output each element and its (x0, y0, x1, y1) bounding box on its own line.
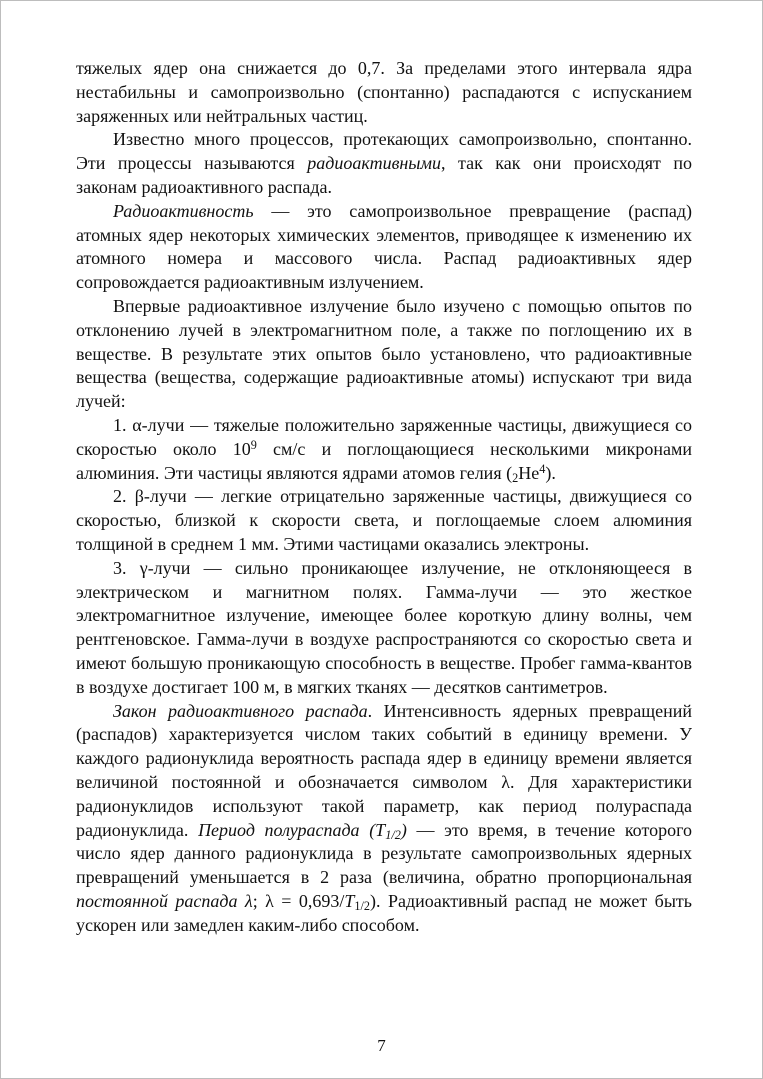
text-run: 4 (539, 462, 546, 477)
text-run: радиоактивными (307, 153, 441, 174)
text-run: 2. β-лучи — легкие отрицательно заряженные частицы, движущиеся со скоростью, близкой к скорости света, и поглощаемые слоем алюминия толщиной в среднем 1 мм. Этими частицами оказались электроны. (76, 486, 692, 554)
page-number: 7 (377, 1036, 386, 1055)
text-run: ; λ = 0,693/ (252, 890, 345, 911)
text-run: тяжелых ядер она снижается до 0,7. За пределами этого интервала ядра нестабильны и самопроизвольно (спонтанно) распадаются с испусканием заряженных или нейтральных частиц. (76, 58, 692, 126)
page-body (76, 57, 692, 937)
text-run: ) (400, 819, 407, 840)
paragraph (76, 414, 692, 485)
text-run: — это время, в течение которого число ядер данного радионуклида в результате самопроизвольных ядерных превращений уменьшается в 2 раза (величина, обратно пропорциональная (76, 819, 693, 888)
text-run: Радиоактивность (113, 200, 254, 221)
text-run: постоянной распада λ (76, 890, 253, 911)
text-run: He (518, 462, 540, 483)
paragraph (76, 295, 692, 414)
text-run: 1/2 (354, 899, 371, 914)
paragraph (76, 700, 692, 938)
paragraph (76, 485, 692, 556)
text-run: Закон радиоактивного распада (113, 700, 368, 721)
text-run: . Интенсивность ядерных превращений (распадов) характеризуется числом таких событий в единицу времени. У каждого радионуклида вероятность распада ядер в единицу времени является величиной постоянной и обозначается символом λ. Для характеристики радионуклидов используют такой параметр, как период полураспада радионуклида. (76, 700, 692, 840)
text-run: ). (545, 462, 556, 483)
paragraph (76, 557, 692, 700)
text-run: 1. α-лучи — тяжелые положительно заряженные частицы, движущиеся со скоростью около 10 (76, 414, 692, 459)
text-run: ). Радиоактивный распад не может быть ускорен или замедлен каким-либо способом. (76, 890, 692, 935)
text-run: Известно много процессов, протекающих самопроизвольно, спонтанно. Эти процессы называются (76, 129, 692, 174)
text-run: 9 (250, 438, 257, 453)
text-run: см/с и поглощающиеся несколькими микронами алюминия. Эти частицы являются ядрами атомов гелия ( (76, 438, 692, 483)
text-run: Период полураспада (Т (198, 819, 386, 840)
text-run: Т (344, 890, 355, 911)
text-run: Впервые радиоактивное излучение было изучено с помощью опытов по отклонению лучей в электромагнитном поле, а также по поглощению их в веществе. В результате этих опытов было установлено, что радиоактивные вещества (вещества, содержащие радиоактивные атомы) испускают три вида лучей: (76, 295, 692, 412)
text-run: 3. γ-лучи — сильно проникающее излучение, не отклоняющееся в электрическом и магнитном полях. Гамма-лучи — это жесткое электромагнитное излучение, имеющее более короткую длину волны, чем рентгеновское. Гамма-лучи в воздухе распространяются со скоростью света и имеют большую проникающую способность в веществе. Пробег гамма-квантов в воздухе достигает 100 м, в мягких тканях — десятков сантиметров. (76, 557, 692, 697)
paragraph (76, 200, 692, 295)
text-run: 2 (512, 470, 519, 485)
paragraph (76, 57, 692, 128)
paragraph (76, 128, 692, 199)
text-run: — это самопроизвольное превращение (распад) атомных ядер некоторых химических элементов, приводящее к изменению их атомного номера и массового числа. Распад радиоактивных ядер сопровождается радиоактивным излучением. (76, 200, 692, 293)
text-run: 1/2 (385, 827, 401, 842)
text-run: , так как они происходят по законам радиоактивного распада. (76, 153, 692, 197)
